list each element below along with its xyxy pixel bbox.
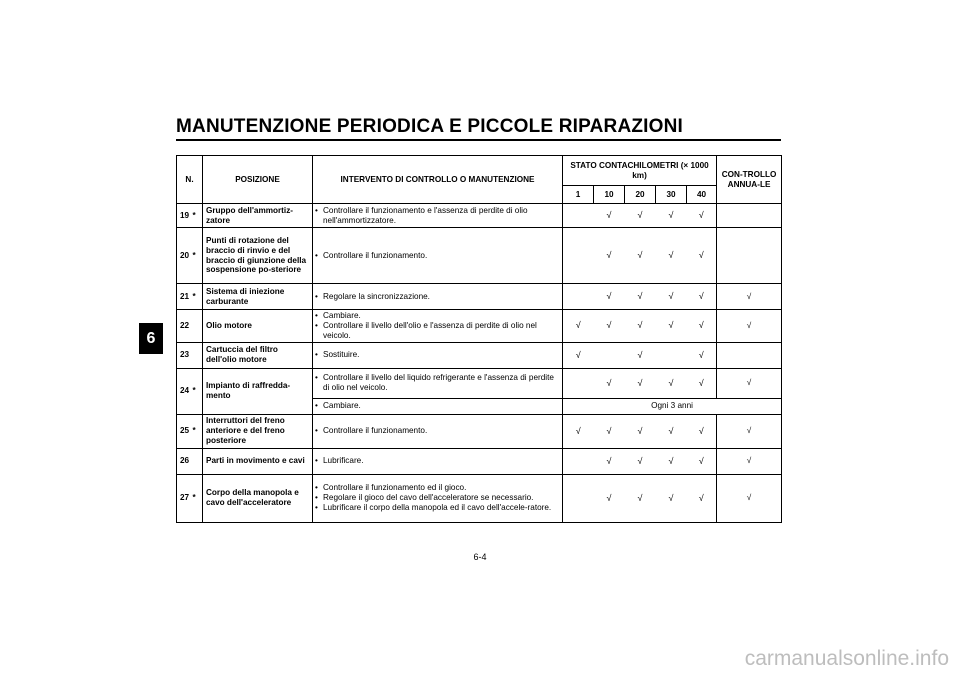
check-km-20: √ <box>625 474 656 522</box>
position-cell: Sistema di iniezione carburante <box>203 284 313 310</box>
check-km-30: √ <box>656 284 687 310</box>
intervention-cell <box>313 398 563 414</box>
check-km-1 <box>563 474 594 522</box>
dealer-mark <box>193 310 203 343</box>
dealer-mark: * <box>193 284 203 310</box>
intervention-item: • Regolare il gioco del cavo dell'acceleratore se necessario. <box>315 493 560 503</box>
check-km-30: √ <box>656 310 687 343</box>
page-number: 6-4 <box>473 552 487 562</box>
table-row <box>177 448 782 474</box>
interval-text: Ogni 3 anni <box>563 398 782 414</box>
watermark: carmanualsonline.info <box>744 647 949 670</box>
intervention-cell <box>313 368 563 398</box>
check-km-10: √ <box>594 310 625 343</box>
intervention-cell <box>313 310 563 343</box>
header-intervention: INTERVENTO DI CONTROLLO O MANUTENZIONE <box>313 156 563 204</box>
position-cell: Interruttori del freno anteriore e del freno posteriore <box>203 414 313 448</box>
header-km-1: 10 <box>594 186 625 204</box>
intervention-item: • Regolare la sincronizzazione. <box>315 292 560 302</box>
check-annual: √ <box>717 368 782 398</box>
intervention-cell <box>313 228 563 284</box>
check-km-20: √ <box>625 284 656 310</box>
table-row <box>177 342 782 368</box>
intervention-item: • Controllare il funzionamento. <box>315 251 560 261</box>
check-km-30: √ <box>656 368 687 398</box>
intervention-item: • Sostituire. <box>315 350 560 360</box>
check-km-40: √ <box>687 342 717 368</box>
intervention-item: • Cambiare. <box>315 401 560 411</box>
intervention-cell <box>313 284 563 310</box>
check-km-20: √ <box>625 342 656 368</box>
row-number: 25 <box>177 414 193 448</box>
intervention-cell <box>313 414 563 448</box>
check-km-30: √ <box>656 228 687 284</box>
table-row <box>177 228 782 284</box>
intervention-cell <box>313 342 563 368</box>
intervention-item: • Cambiare. <box>315 311 560 321</box>
row-number: 23 <box>177 342 193 368</box>
check-km-1 <box>563 204 594 228</box>
table-row <box>177 414 782 448</box>
header-n: N. <box>177 156 203 204</box>
dealer-mark: * <box>193 204 203 228</box>
check-km-1 <box>563 228 594 284</box>
check-annual <box>717 204 782 228</box>
position-cell: Olio motore <box>203 310 313 343</box>
check-annual: √ <box>717 284 782 310</box>
intervention-item: • Lubrificare il corpo della manopola ed il cavo dell'accele-ratore. <box>315 503 560 513</box>
dealer-mark: * <box>193 414 203 448</box>
check-km-40: √ <box>687 448 717 474</box>
header-km-3: 30 <box>656 186 687 204</box>
check-annual: √ <box>717 474 782 522</box>
header-annual: CON-TROLLO ANNUA-LE <box>717 156 782 204</box>
check-km-1 <box>563 448 594 474</box>
intervention-cell <box>313 204 563 228</box>
position-cell: Corpo della manopola e cavo dell'acceleratore <box>203 474 313 522</box>
intervention-cell <box>313 474 563 522</box>
check-km-20: √ <box>625 204 656 228</box>
intervention-item: • Lubrificare. <box>315 456 560 466</box>
check-km-30: √ <box>656 448 687 474</box>
check-km-1: √ <box>563 310 594 343</box>
check-km-10: √ <box>594 284 625 310</box>
check-km-1 <box>563 284 594 310</box>
dealer-mark <box>193 448 203 474</box>
maintenance-table <box>176 155 782 523</box>
row-number: 24 <box>177 368 193 414</box>
row-number: 27 <box>177 474 193 522</box>
intervention-item: • Controllare il funzionamento ed il gioco. <box>315 483 560 493</box>
check-km-30 <box>656 342 687 368</box>
check-km-40: √ <box>687 414 717 448</box>
row-number: 21 <box>177 284 193 310</box>
check-km-30: √ <box>656 414 687 448</box>
check-km-20: √ <box>625 414 656 448</box>
dealer-mark: * <box>193 474 203 522</box>
position-cell: Cartuccia del filtro dell'olio motore <box>203 342 313 368</box>
header-km-2: 20 <box>625 186 656 204</box>
check-km-10: √ <box>594 474 625 522</box>
check-km-40: √ <box>687 228 717 284</box>
intervention-item: • Controllare il livello del liquido refrigerante e l'assenza di perdite di olio nel veicolo. <box>315 373 560 393</box>
row-number: 22 <box>177 310 193 343</box>
check-km-10: √ <box>594 448 625 474</box>
title-underline <box>176 139 781 141</box>
intervention-item: • Controllare il livello dell'olio e l'assenza di perdite di olio nel veicolo. <box>315 321 560 341</box>
check-annual: √ <box>717 414 782 448</box>
check-km-1 <box>563 368 594 398</box>
check-annual <box>717 228 782 284</box>
check-km-20: √ <box>625 448 656 474</box>
page-title: MANUTENZIONE PERIODICA E PICCOLE RIPARAZIONI <box>176 116 684 137</box>
position-cell: Parti in movimento e cavi <box>203 448 313 474</box>
check-km-10: √ <box>594 414 625 448</box>
row-number: 26 <box>177 448 193 474</box>
table-row <box>177 204 782 228</box>
dealer-mark: * <box>193 228 203 284</box>
check-km-10 <box>594 342 625 368</box>
check-km-40: √ <box>687 284 717 310</box>
row-number: 19 <box>177 204 193 228</box>
header-km-0: 1 <box>563 186 594 204</box>
table-row <box>177 310 782 343</box>
table-row <box>177 368 782 398</box>
check-annual: √ <box>717 448 782 474</box>
check-km-1: √ <box>563 414 594 448</box>
position-cell: Punti di rotazione del braccio di rinvio e del braccio di giunzione della sospensione po-steriore <box>203 228 313 284</box>
header-position: POSIZIONE <box>203 156 313 204</box>
dealer-mark <box>193 342 203 368</box>
row-number: 20 <box>177 228 193 284</box>
check-km-40: √ <box>687 204 717 228</box>
position-cell: Impianto di raffredda-mento <box>203 368 313 414</box>
check-annual: √ <box>717 310 782 343</box>
header-odometer: STATO CONTACHILOMETRI (× 1000 km) <box>563 156 717 186</box>
dealer-mark: * <box>193 368 203 414</box>
check-km-10: √ <box>594 204 625 228</box>
chapter-tab: 6 <box>139 323 163 354</box>
check-km-40: √ <box>687 310 717 343</box>
position-cell: Gruppo dell'ammortiz-zatore <box>203 204 313 228</box>
check-km-40: √ <box>687 368 717 398</box>
check-km-20: √ <box>625 368 656 398</box>
check-km-10: √ <box>594 368 625 398</box>
intervention-item: • Controllare il funzionamento e l'assenza di perdite di olio nell'ammortizzatore. <box>315 206 560 226</box>
check-km-20: √ <box>625 310 656 343</box>
check-km-30: √ <box>656 204 687 228</box>
intervention-item: • Controllare il funzionamento. <box>315 426 560 436</box>
check-km-1: √ <box>563 342 594 368</box>
check-km-10: √ <box>594 228 625 284</box>
check-annual <box>717 342 782 368</box>
table-row <box>177 284 782 310</box>
check-km-40: √ <box>687 474 717 522</box>
header-km-4: 40 <box>687 186 717 204</box>
intervention-cell <box>313 448 563 474</box>
table-row <box>177 474 782 522</box>
check-km-30: √ <box>656 474 687 522</box>
check-km-20: √ <box>625 228 656 284</box>
